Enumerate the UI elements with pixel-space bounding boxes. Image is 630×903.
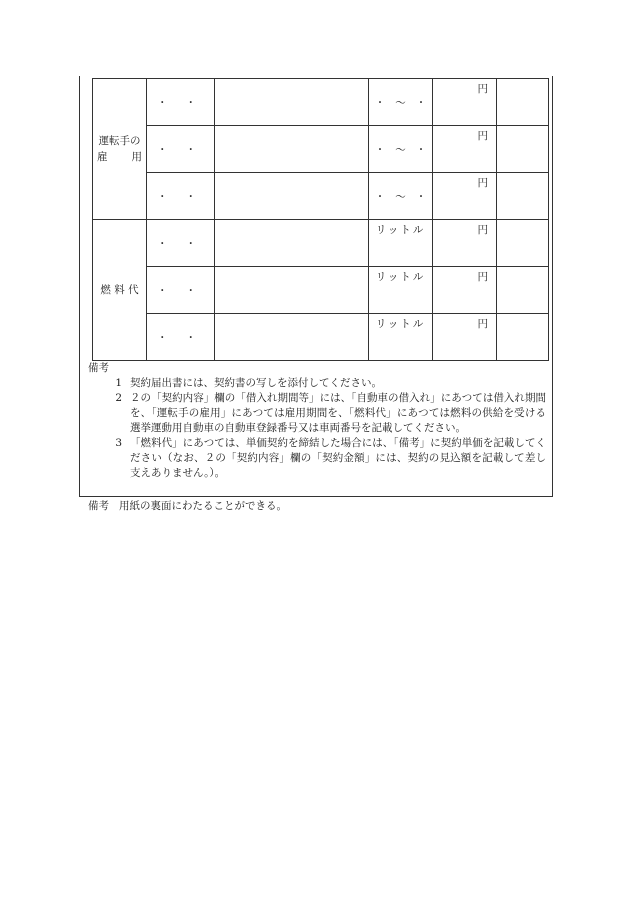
counterparty-cell[interactable] <box>215 267 369 314</box>
counterparty-cell[interactable] <box>215 314 369 361</box>
table-row <box>93 79 549 126</box>
contract-date-cell[interactable]: ・・ <box>147 79 215 126</box>
amount-cell[interactable] <box>433 220 497 267</box>
table-row <box>93 267 549 314</box>
table-row <box>93 173 549 220</box>
remarks-cell[interactable] <box>497 314 549 361</box>
remarks-cell[interactable] <box>497 220 549 267</box>
contract-date-cell[interactable]: ・・ <box>147 314 215 361</box>
table-row <box>93 220 549 267</box>
amount-cell[interactable] <box>433 314 497 361</box>
remarks-cell[interactable] <box>497 126 549 173</box>
litre-unit: リットル <box>375 318 426 330</box>
category-label-line2: 雇 用 <box>97 151 142 163</box>
quantity-cell[interactable] <box>369 314 433 361</box>
page-footer-note <box>88 498 297 513</box>
contract-date-cell[interactable]: ・・ <box>147 220 215 267</box>
counterparty-cell[interactable] <box>215 79 369 126</box>
note-item: 1 契約届出書には、契約書の写しを添付してください。 <box>115 377 382 389</box>
footer-text: 用紙の裏面にわたることができる。 <box>119 500 287 512</box>
quantity-cell[interactable] <box>369 267 433 314</box>
amount-cell[interactable] <box>433 173 497 220</box>
remarks-cell[interactable] <box>497 267 549 314</box>
counterparty-cell[interactable] <box>215 126 369 173</box>
amount-cell[interactable] <box>433 126 497 173</box>
contract-date-cell[interactable]: ・・ <box>147 126 215 173</box>
counterparty-cell[interactable] <box>215 220 369 267</box>
amount-cell[interactable] <box>433 79 497 126</box>
yen-unit: 円 <box>477 224 488 236</box>
litre-unit: リットル <box>375 271 426 283</box>
category-fuel: 燃 料 代 <box>93 220 147 361</box>
yen-unit: 円 <box>477 83 488 95</box>
amount-cell[interactable] <box>433 267 497 314</box>
counterparty-cell[interactable] <box>215 173 369 220</box>
footer-label: 備考 <box>88 500 109 512</box>
yen-unit: 円 <box>477 271 488 283</box>
period-cell[interactable]: ・ ～ ・ <box>369 79 433 126</box>
contract-date-cell[interactable]: ・・ <box>147 267 215 314</box>
yen-unit: 円 <box>477 177 488 189</box>
litre-unit: リットル <box>375 224 426 236</box>
note-item: 3 「燃料代」にあつては、単価契約を締結した場合には、「備考」に契約単価を記載してください（なお、２の「契約内容」欄の「契約金額」には、契約の見込額を記載して差し支えありません。）。 <box>115 437 546 479</box>
category-label-line1: 運転手の <box>98 135 141 147</box>
table-row <box>93 126 549 173</box>
category-driver-employment <box>93 79 147 220</box>
contract-date-cell[interactable]: ・・ <box>147 173 215 220</box>
quantity-cell[interactable] <box>369 220 433 267</box>
notes-heading: 備考 <box>88 362 109 374</box>
table-row <box>93 314 549 361</box>
remarks-cell[interactable] <box>497 173 549 220</box>
note-item: 2 ２の「契約内容」欄の「借入れ期間等」には、「自動車の借入れ」にあつては借入れ期間を、「運転手の雇用」にあつては雇用期間を、「燃料代」にあつては燃料の供給を受ける選挙運動用自動車の自動車登録番号又は車両番号を記載してください。 <box>115 392 546 434</box>
remarks-cell[interactable] <box>497 79 549 126</box>
notes-section <box>88 361 546 481</box>
contract-table <box>92 78 549 361</box>
yen-unit: 円 <box>477 318 488 330</box>
yen-unit: 円 <box>477 130 488 142</box>
period-cell[interactable]: ・ ～ ・ <box>369 126 433 173</box>
period-cell[interactable]: ・ ～ ・ <box>369 173 433 220</box>
